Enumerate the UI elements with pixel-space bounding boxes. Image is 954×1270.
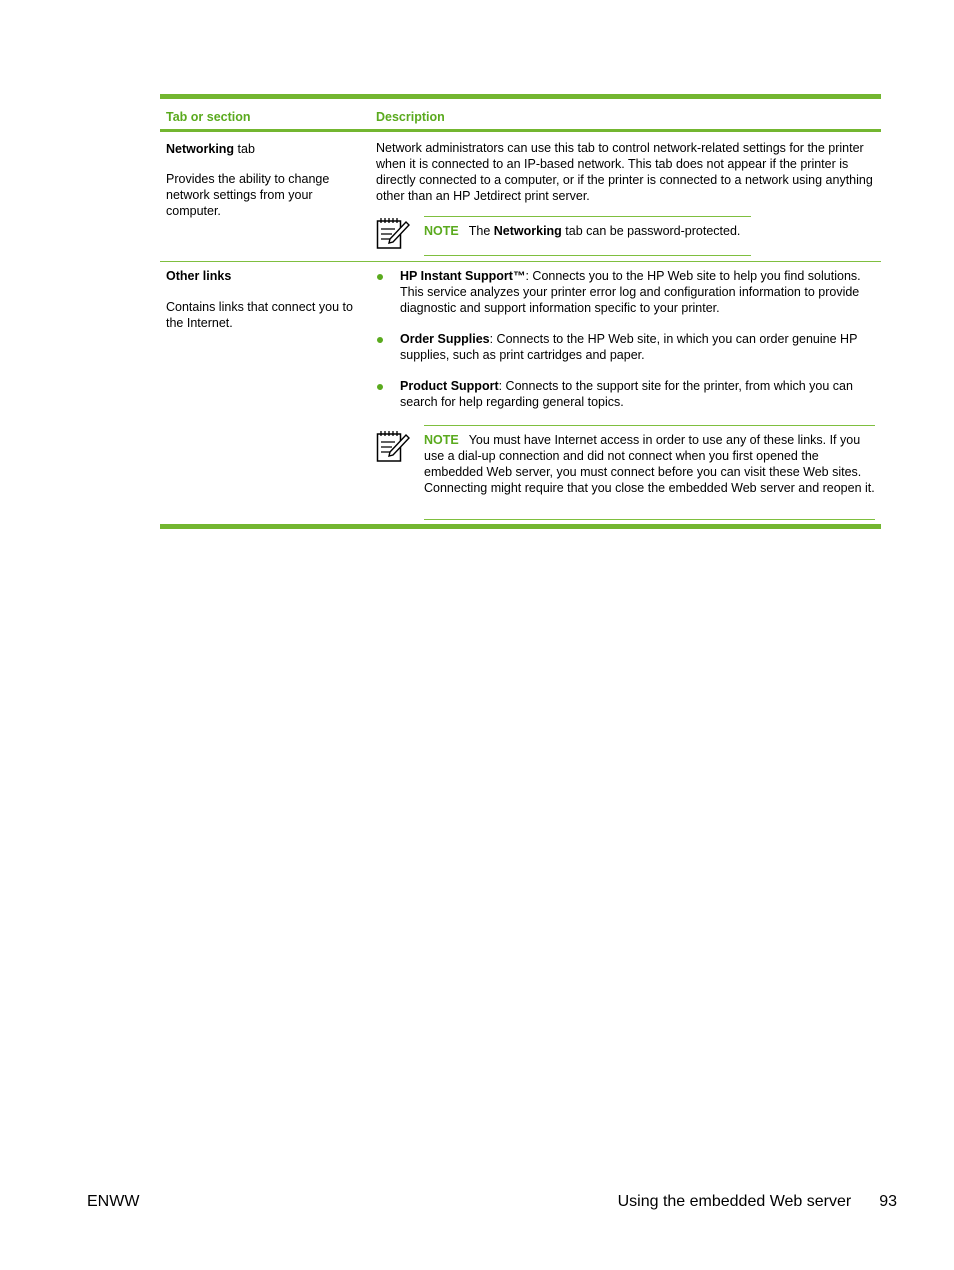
other-links-description: [376, 268, 876, 410]
list-item: Product Support: Connects to the support site for the printer, from which you can search for help regarding general topics.: [376, 378, 876, 410]
other-links-left-cell: [166, 268, 366, 331]
table-row-other-links: [160, 262, 881, 524]
other-links-left-desc: Contains links that connect you to the Internet.: [166, 300, 353, 330]
support-links-list: [376, 268, 876, 410]
other-links-title: Other links: [166, 269, 232, 283]
header-tab-or-section: Tab or section: [166, 110, 251, 124]
table-bottom-rule: [160, 524, 881, 529]
networking-title: Networking tab: [166, 142, 255, 156]
feature-table: [160, 94, 881, 529]
table-row-networking: [160, 132, 881, 261]
bullet-dot-icon: [377, 384, 383, 390]
note-pad-pencil-icon: [376, 429, 410, 463]
header-description: Description: [376, 110, 445, 124]
networking-left-cell: [166, 141, 366, 219]
bullet-dot-icon: [377, 274, 383, 280]
other-links-note-text: NOTE You must have Internet access in order to use any of these links. If you use a dial-up connection and did not connect when you first opened the embedded Web server, you must connect before you can visit these Web sites. Connecting might require that you close the embedded Web server and reopen it.: [424, 433, 875, 495]
networking-note-text: NOTE The Networking tab can be password-protected.: [424, 224, 741, 238]
other-links-note-box: [424, 425, 875, 520]
page-number: 93: [879, 1193, 897, 1210]
list-item: HP Instant Support™: Connects you to the HP Web site to help you find solutions. This service analyzes your printer error log and configuration information to provide diagnostic and support information specific to your printer.: [376, 268, 876, 316]
footer-section-title: Using the embedded Web server: [617, 1193, 852, 1210]
networking-note-box: [424, 216, 751, 256]
bullet-dot-icon: [377, 337, 383, 343]
footer-section: [618, 1193, 897, 1211]
list-item: Order Supplies: Connects to the HP Web site, in which you can order genuine HP supplies, such as print cartridges and paper.: [376, 331, 876, 363]
note-pad-pencil-icon: [376, 216, 410, 250]
networking-left-desc: Provides the ability to change network settings from your computer.: [166, 172, 330, 218]
table-header-row: [160, 99, 881, 129]
footer-locale: ENWW: [87, 1193, 140, 1210]
networking-description: Network administrators can use this tab to control network-related settings for the printer when it is connected to an IP-based network. This tab does not appear if the printer is directly connected to a computer, or if the printer is connected to a network using anything other than an HP Jetdirect print server.: [376, 141, 873, 203]
